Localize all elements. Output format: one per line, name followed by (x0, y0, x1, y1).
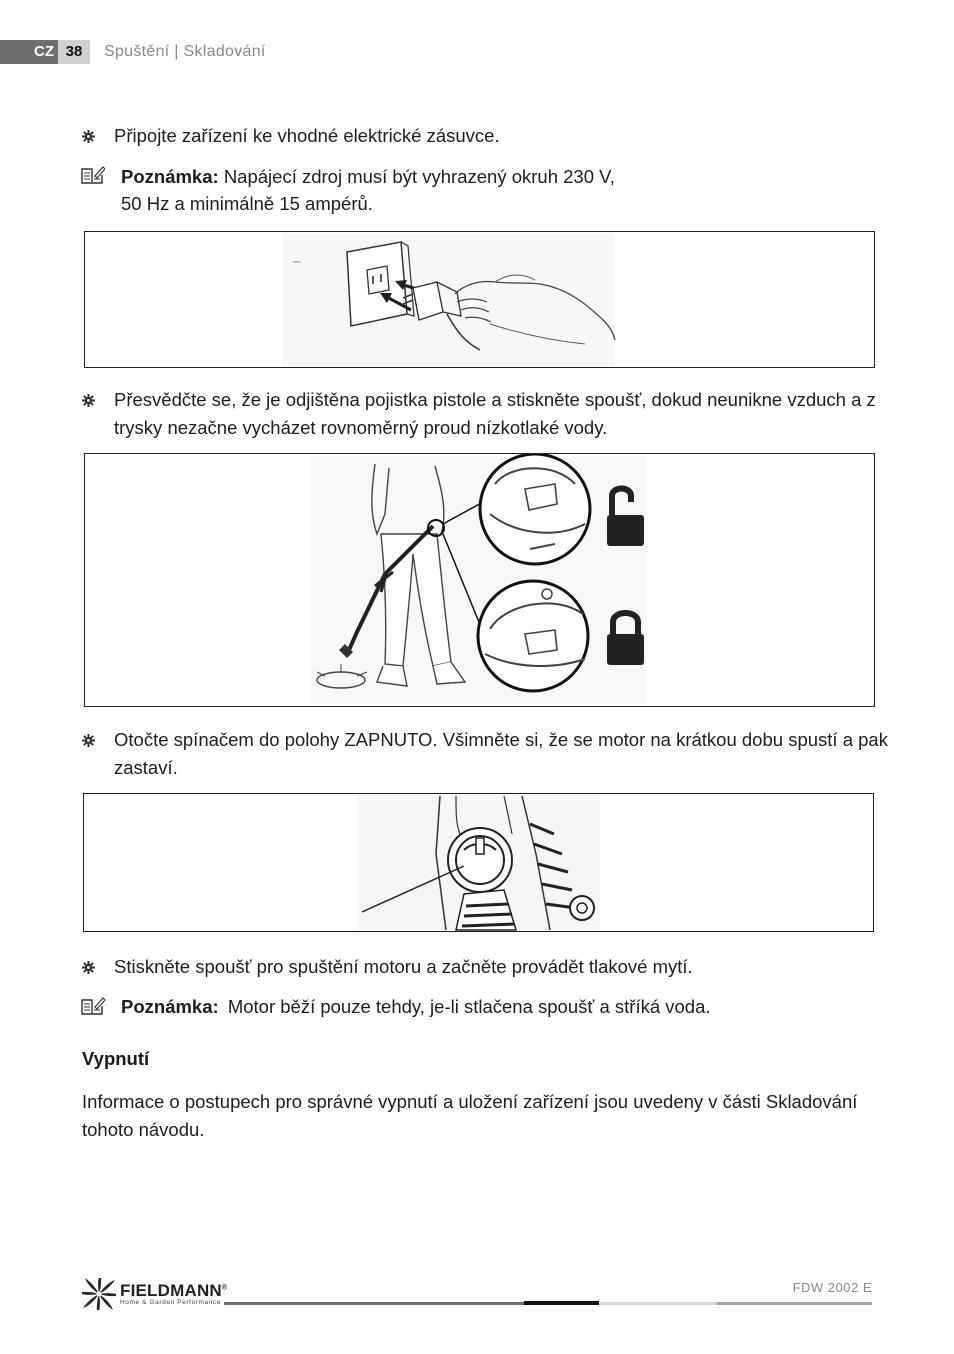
header-section-title: Spuštění | Skladování (104, 43, 266, 60)
note-label: Poznámka: (121, 166, 219, 187)
footer-rule-segment-1 (224, 1302, 524, 1305)
brand-tagline: Home & Garden Performance (120, 1299, 221, 1306)
gear-bullet-icon (82, 734, 95, 747)
trigger-lock-illustration (85, 454, 874, 706)
figure-power-switch (83, 793, 874, 932)
step-release-safety-line2: trysky nezačne vycházet rovnoměrný proud nízkotlaké vody. (114, 417, 608, 438)
header-language-badge: CZ (0, 40, 58, 64)
step-switch-on-line2: zastaví. (114, 757, 178, 778)
power-switch-illustration (84, 794, 873, 931)
figure-plug-outlet (84, 231, 875, 368)
note-book-icon (81, 996, 105, 1016)
brand-name: FIELDMANN® (120, 1281, 228, 1300)
gear-bullet-icon (82, 130, 95, 143)
plug-outlet-illustration (85, 232, 874, 367)
closing-paragraph-line1: Informace o postupech pro správné vypnutí a uložení zařízení jsou uvedeny v části Skladování (82, 1091, 858, 1112)
note-label: Poznámka: (121, 996, 219, 1017)
step-switch-on-line1: Otočte spínačem do polohy ZAPNUTO. Všimněte si, že se motor na krátkou dobu spustí a pak (114, 729, 888, 750)
fieldmann-logo-icon (82, 1278, 116, 1310)
note-text-line2: 50 Hz a minimálně 15 ampérů. (121, 193, 373, 214)
note-motor-running (121, 993, 711, 1021)
note-power-supply (121, 163, 615, 191)
closing-paragraph-line2: tohoto návodu. (82, 1119, 205, 1140)
step-release-safety-line1: Přesvědčte se, že je odjištěna pojistka pistole a stiskněte spoušť, dokud neunikne vzduch a z (114, 389, 876, 410)
footer-rule-segment-4 (717, 1302, 872, 1305)
gear-bullet-icon (82, 961, 95, 974)
figure-trigger-lock (84, 453, 875, 707)
note-book-icon (81, 165, 105, 185)
note-text: Motor běží pouze tehdy, je-li stlačena spoušť a stříká voda. (227, 996, 711, 1017)
gear-bullet-icon (82, 394, 95, 407)
footer-rule-segment-3 (599, 1302, 717, 1305)
section-heading-shutdown: Vypnutí (82, 1048, 150, 1069)
model-number: FDW 2002 E (792, 1280, 872, 1295)
step-connect-outlet: Připojte zařízení ke vhodné elektrické zásuvce. (114, 125, 500, 146)
note-text-line1: Napájecí zdroj musí být vyhrazený okruh 230 V, (223, 166, 615, 187)
step-start-washing: Stiskněte spoušť pro spuštění motoru a začněte provádět tlakové mytí. (114, 956, 693, 977)
header-page-number: 38 (58, 40, 90, 64)
footer-rule-segment-2 (524, 1301, 599, 1305)
